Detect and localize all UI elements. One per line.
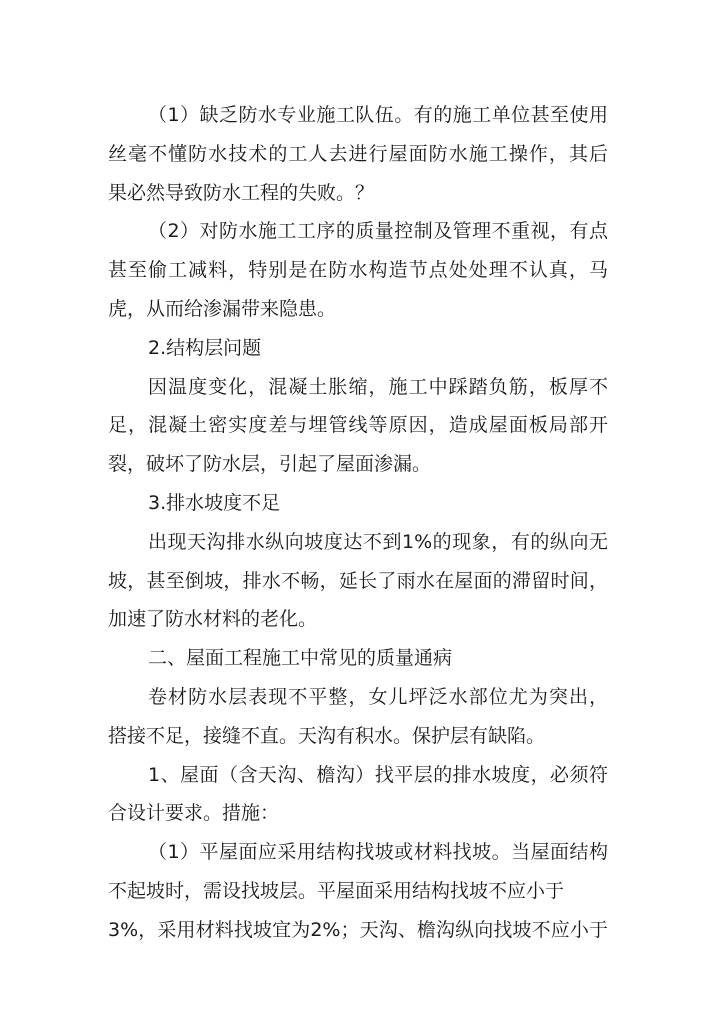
text-line: 加速了防水材料的老化。 bbox=[108, 608, 318, 631]
text-line: 出现天沟排水纵向坡度达不到1%的现象，有的纵向无 bbox=[148, 530, 608, 553]
text-line: 1、屋面（含天沟、檐沟）找平层的排水坡度，必须符 bbox=[148, 763, 608, 786]
text-line: 3%，采用材料找坡宜为2%；天沟、檐沟纵向找坡不应小于 bbox=[108, 918, 608, 941]
document-body bbox=[108, 96, 608, 950]
text-line: 不起坡时，需设找坡层。平屋面采用结构找坡不应小于 bbox=[108, 879, 565, 902]
text-line: （2）对防水施工工序的质量控制及管理不重视，有点 bbox=[148, 220, 608, 243]
text-line: 2.结构层问题 bbox=[148, 336, 262, 359]
text-line: 坡，甚至倒坡，排水不畅，延长了雨水在屋面的滞留时间， bbox=[108, 569, 608, 592]
text-line: 合设计要求。措施： bbox=[108, 802, 280, 825]
text-line: 3.排水坡度不足 bbox=[148, 491, 281, 514]
text-line: 卷材防水层表现不平整，女儿坪泛水部位尤为突出， bbox=[148, 685, 608, 708]
text-line: 二、屋面工程施工中常见的质量通病 bbox=[148, 647, 453, 670]
text-line: 果必然导致防水工程的失败。？ bbox=[108, 181, 375, 204]
text-line: 虎，从而给渗漏带来隐患。 bbox=[108, 297, 337, 320]
text-line: 裂，破坏了防水层，引起了屋面渗漏。 bbox=[108, 453, 432, 476]
text-line: （1）缺乏防水专业施工队伍。有的施工单位甚至使用 bbox=[148, 104, 608, 126]
text-line: 搭接不足，接缝不直。天沟有积水。保护层有缺陷。 bbox=[108, 724, 546, 747]
text-line: （1）平屋面应采用结构找坡或材料找坡。当屋面结构 bbox=[148, 841, 608, 864]
text-line: 丝毫不懂防水技术的工人去进行屋面防水施工操作，其后 bbox=[108, 142, 608, 165]
text-line: 因温度变化，混凝土胀缩，施工中踩踏负筋，板厚不 bbox=[148, 375, 608, 398]
text-line: 甚至偷工减料，特别是在防水构造节点处处理不认真，马 bbox=[108, 259, 608, 282]
text-line: 足，混凝土密实度差与埋管线等原因，造成屋面板局部开 bbox=[108, 414, 608, 437]
